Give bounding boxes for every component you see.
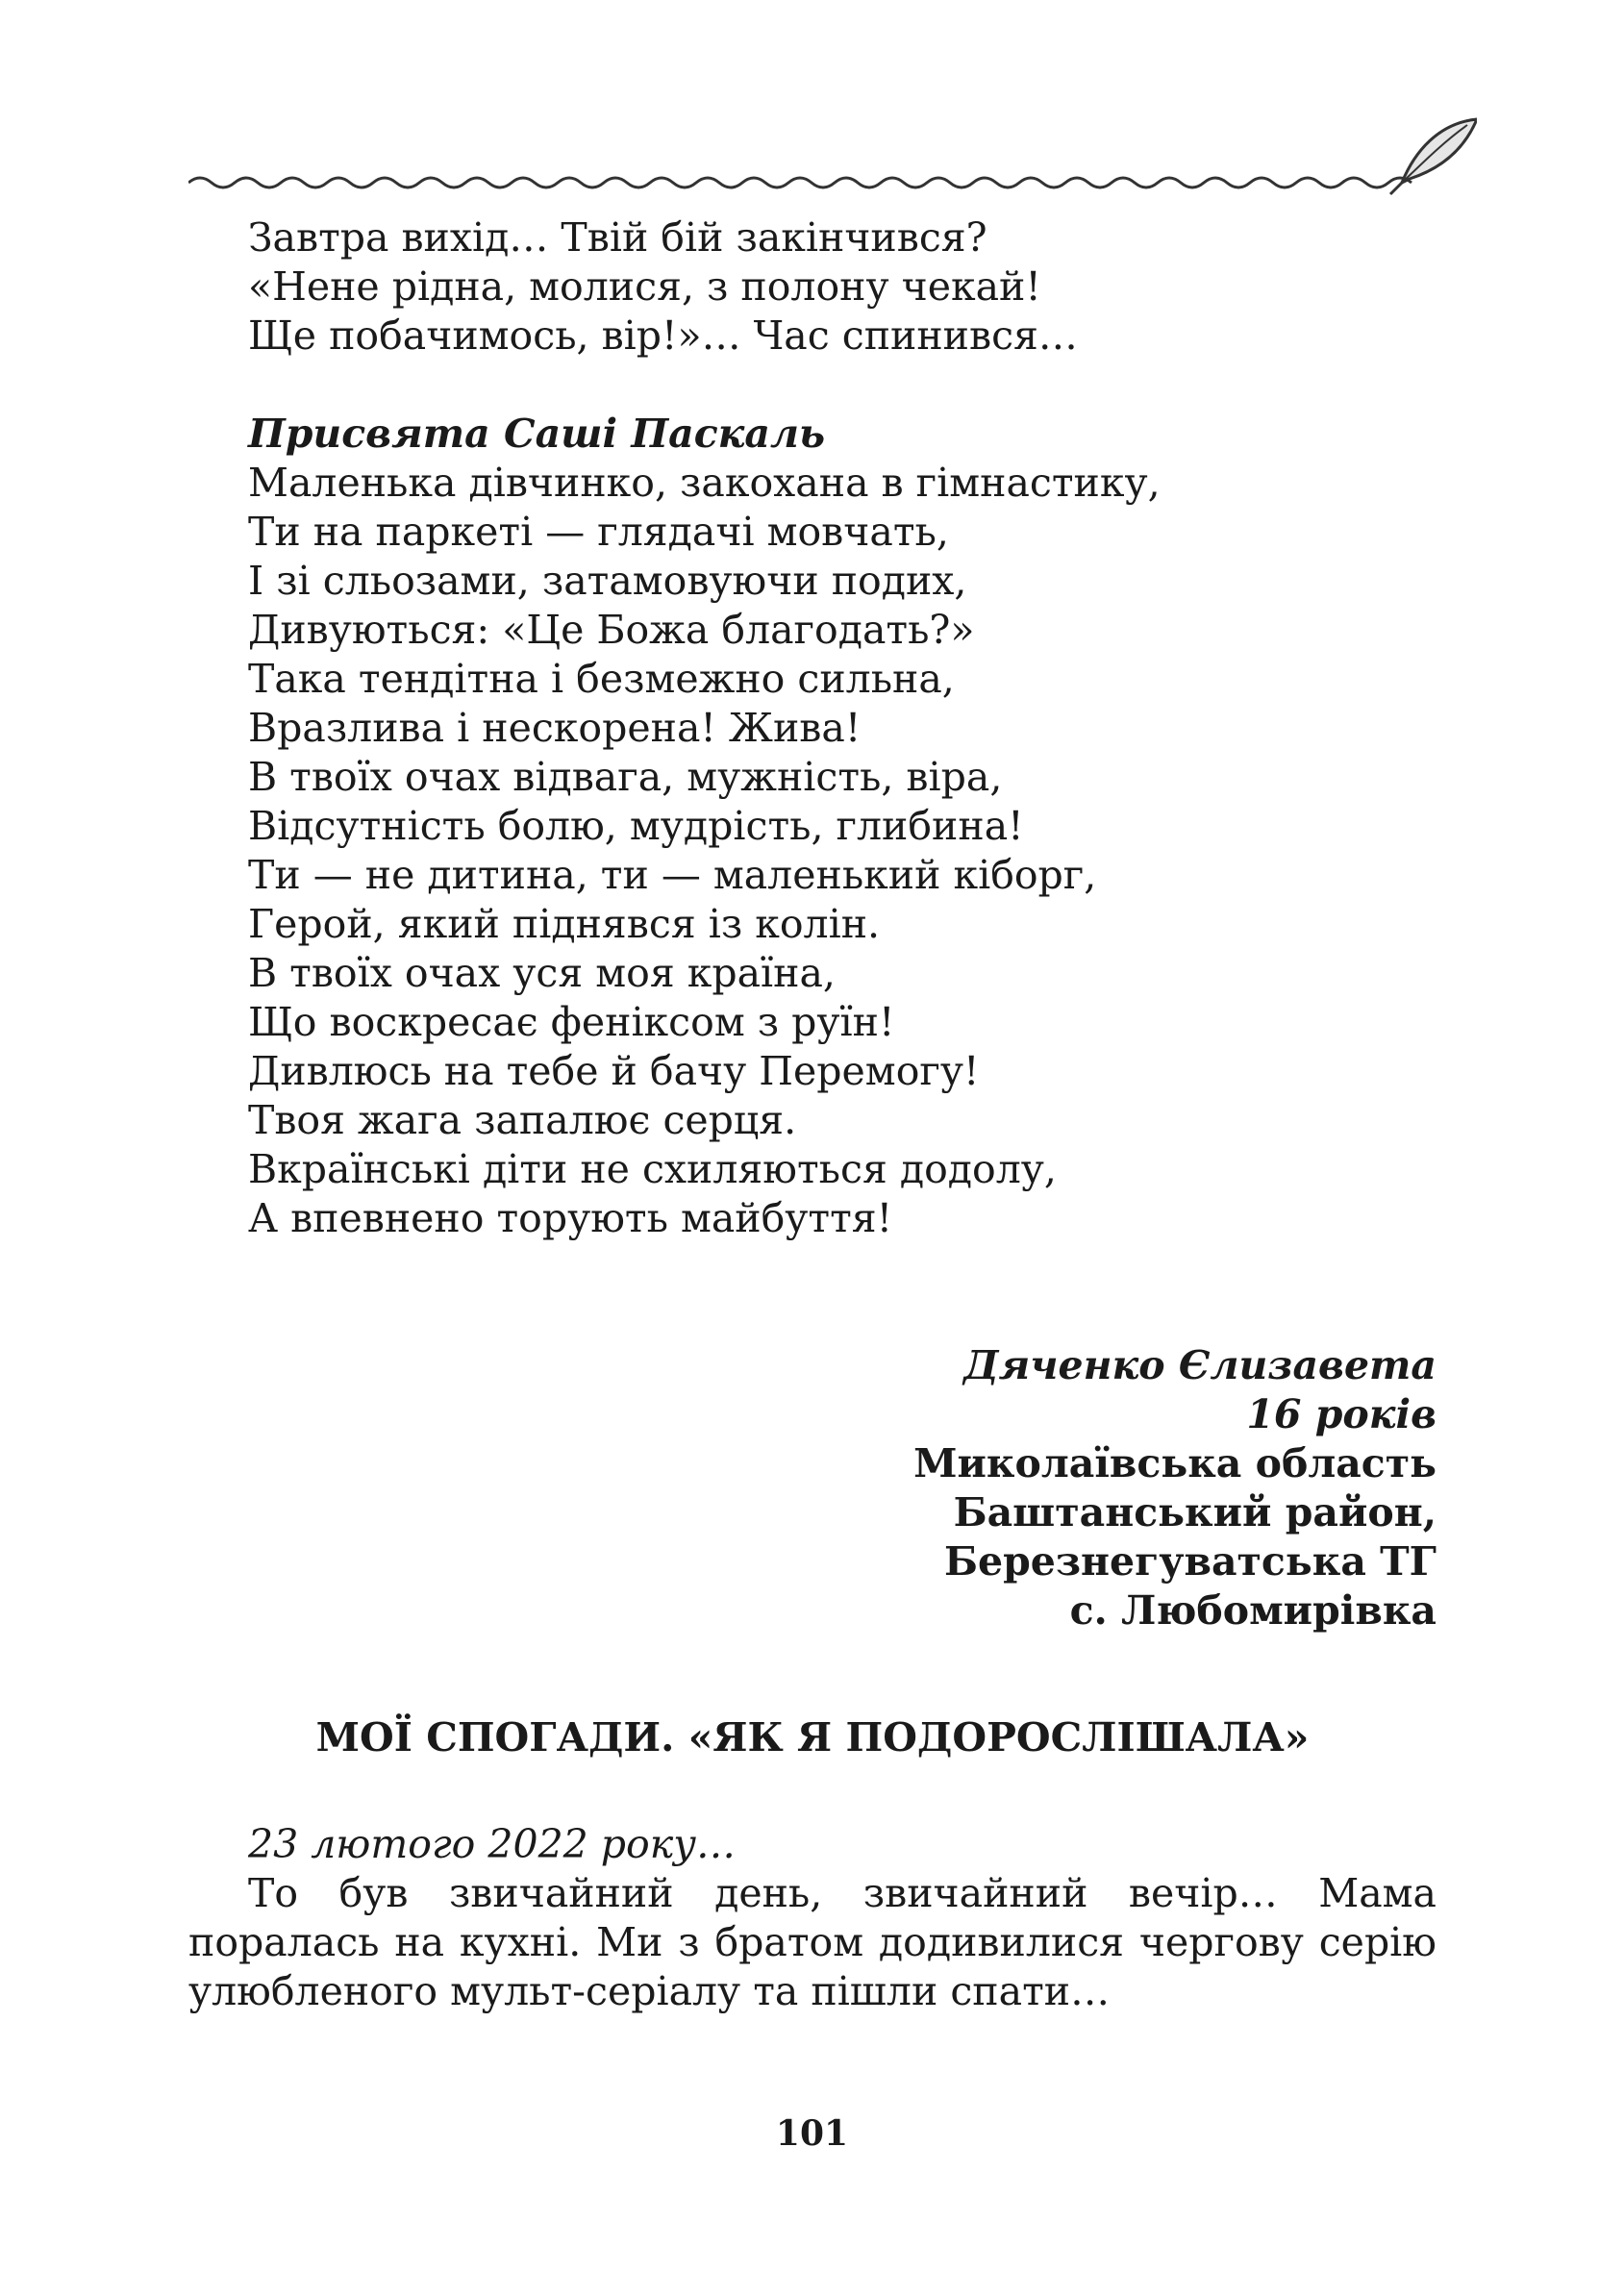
- poem-line: Що воскресає феніксом з руїн!: [248, 999, 895, 1045]
- wave-feather-ornament: [188, 113, 1477, 200]
- feather-icon: [1390, 119, 1477, 194]
- poem-line: Твоя жага запалює серця.: [248, 1097, 797, 1143]
- author-signature: [913, 1341, 1437, 1635]
- poem-line: Ще побачимось, вір!»… Час спинився…: [248, 312, 1078, 359]
- dedication-title: Присвята Саші Паскаль: [248, 411, 826, 457]
- author-district: Баштанський район,: [953, 1489, 1437, 1535]
- poem-line: В твоїх очах відвага, мужність, віра,: [248, 754, 1003, 800]
- author-name: Дяченко Єлизавета: [963, 1342, 1437, 1388]
- poem-line: Ти на паркеті — глядачі мовчать,: [248, 509, 949, 555]
- poem-line: Дивуються: «Це Божа благодать?»: [248, 607, 975, 653]
- author-region: Миколаївська область: [913, 1440, 1437, 1486]
- prose-paragraph: То був звичайний день, звичайний вечір… Мама поралась на кухні. Ми з братом додивилися чергову серію улюбленого мульт-серіалу та пішли спати…: [188, 1870, 1437, 2014]
- author-age: 16 років: [1246, 1391, 1437, 1437]
- poem-line: А впевнено торують майбуття!: [248, 1195, 893, 1241]
- poem-line: Така тендітна і безмежно сильна,: [248, 656, 955, 702]
- poem-line: Вразлива і нескорена! Жива!: [248, 705, 862, 751]
- poem-line: І зі сльозами, затамовуючи подих,: [248, 558, 967, 604]
- author-village: с. Любомирівка: [1069, 1587, 1437, 1634]
- prose-date: 23 лютого 2022 року…: [248, 1821, 736, 1867]
- poem-line: Дивлюсь на тебе й бачу Перемогу!: [248, 1048, 980, 1094]
- poem-line: Завтра вихід… Твій бій закінчився?: [248, 214, 987, 261]
- poem-line: Вкраїнські діти не схиляються додолу,: [248, 1146, 1057, 1192]
- poem-line: Ти — не дитина, ти — маленький кіборг,: [248, 852, 1097, 898]
- page-number: 101: [775, 2113, 849, 2154]
- section-title: МОЇ СПОГАДИ. «ЯК Я ПОДОРОСЛІШАЛА»: [315, 1714, 1310, 1760]
- poem-line: Відсутність болю, мудрість, глибина!: [248, 803, 1024, 849]
- poem-line: «Нене рідна, молися, з полону чекай!: [248, 263, 1041, 310]
- author-community: Березнегуватська ТГ: [943, 1538, 1437, 1585]
- prose-block: [188, 1820, 1437, 2016]
- poem-line: В твоїх очах уся моя країна,: [248, 950, 836, 996]
- poem-line: Герой, який піднявся із колін.: [248, 901, 881, 947]
- poem-line: Маленька дівчинко, закохана в гімнастику,: [248, 460, 1161, 506]
- wave-line: [188, 178, 1412, 187]
- poem-block: [248, 213, 1450, 1243]
